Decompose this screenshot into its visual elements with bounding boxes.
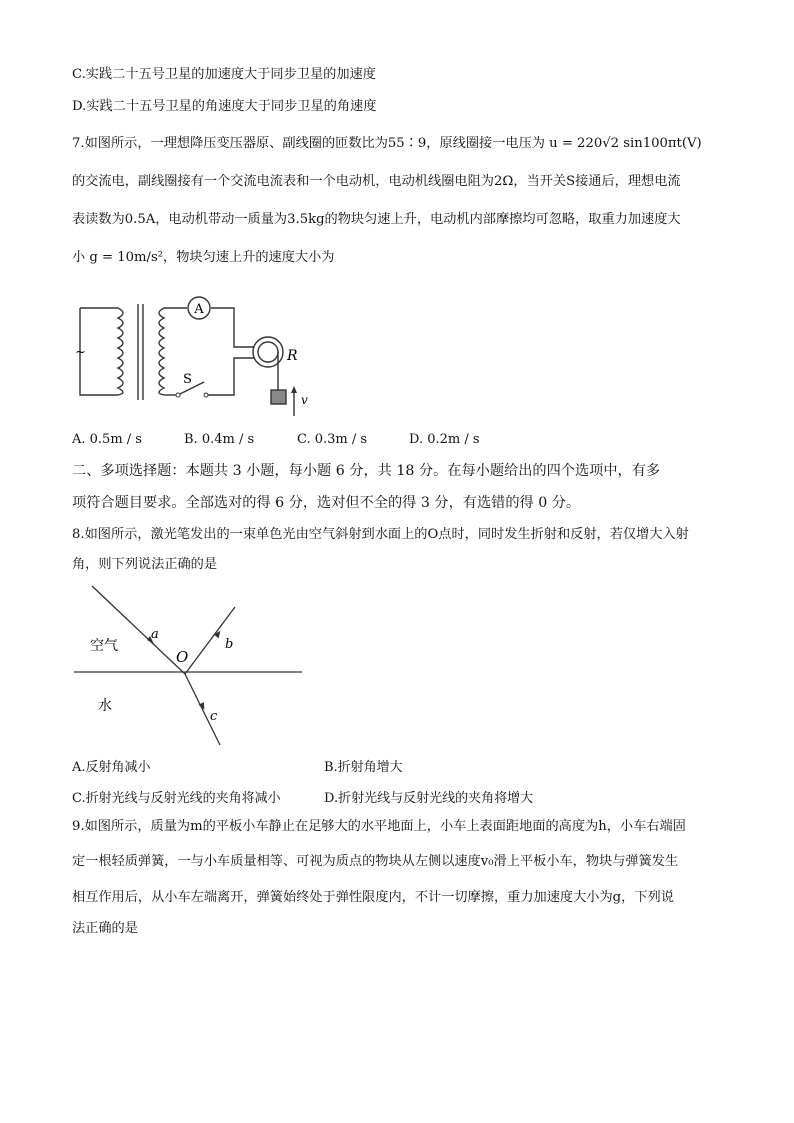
q7-circuit-figure	[72, 290, 342, 420]
q7-option-a: A. 0.5m / s	[72, 432, 142, 447]
q8-refraction-figure	[72, 582, 312, 752]
air-label: 空气	[90, 638, 118, 654]
switch-label: S	[183, 372, 192, 387]
q8-option-d: D.折射光线与反射光线的夹角将增大	[324, 791, 534, 806]
water-label: 水	[98, 698, 112, 714]
q9-stem-line-2: 定一根轻质弹簧，一与小车质量相等、可视为质点的物块从左侧以速度v₀滑上平板小车，物块与弹簧发生	[72, 854, 679, 869]
velocity-label: v	[301, 393, 308, 407]
q7-option-b: B. 0.4m / s	[184, 432, 255, 447]
q6-option-c: C.实践二十五号卫星的加速度大于同步卫星的加速度	[72, 67, 376, 82]
q6-option-d: D.实践二十五号卫星的角速度大于同步卫星的角速度	[72, 99, 377, 114]
q7-option-d: D. 0.2m / s	[409, 432, 480, 447]
q7-stem-line-4: 小 g = 10m/s²，物块匀速上升的速度大小为	[72, 250, 335, 265]
q7-stem-line-1: 7.如图所示，一理想降压变压器原、副线圈的匝数比为55∶9，原线圈接一电压为 u = 220√2 sin100πt(V)	[72, 136, 702, 151]
ray-c-label: c	[210, 709, 218, 724]
ammeter-label: A	[194, 302, 204, 317]
ac-source-symbol: ~	[75, 345, 86, 360]
point-o-label: O	[176, 648, 189, 666]
q9-stem-line-4: 法正确的是	[72, 921, 138, 936]
q8-option-a: A.反射角减小	[72, 760, 151, 775]
q8-option-c: C.折射光线与反射光线的夹角将减小	[72, 791, 281, 806]
q8-option-b: B.折射角增大	[324, 760, 403, 775]
section-2-heading-line-2: 项符合题目要求。全部选对的得 6 分，选对但不全的得 3 分，有选错的得 0 分。	[72, 495, 581, 511]
motor-label: R	[287, 348, 298, 364]
q7-stem-line-3: 表读数为0.5A，电动机带动一质量为3.5kg的物块匀速上升，电动机内部摩擦均可忽略，取重力加速度大	[72, 212, 681, 227]
ray-b-label: b	[225, 637, 234, 652]
section-2-heading-line-1: 二、多项选择题：本题共 3 小题，每小题 6 分，共 18 分。在每小题给出的四个选项中，有多	[72, 463, 661, 479]
q7-stem-line-2: 的交流电，副线圈接有一个交流电流表和一个电动机，电动机线圈电阻为2Ω，当开关S接通后，理想电流	[72, 174, 681, 189]
q9-stem-line-1: 9.如图所示，质量为m的平板小车静止在足够大的水平地面上，小车上表面距地面的高度为h，小车右端固	[72, 819, 686, 834]
q8-stem-line-1: 8.如图所示，激光笔发出的一束单色光由空气斜射到水面上的O点时，同时发生折射和反射，若仅增大入射	[72, 527, 689, 542]
q9-stem-line-3: 相互作用后，从小车左端离开，弹簧始终处于弹性限度内，不计一切摩擦，重力加速度大小为g，下列说	[72, 890, 674, 905]
ray-a-label: a	[151, 627, 159, 642]
q8-stem-line-2: 角，则下列说法正确的是	[72, 557, 218, 572]
q7-option-c: C. 0.3m / s	[297, 432, 368, 447]
